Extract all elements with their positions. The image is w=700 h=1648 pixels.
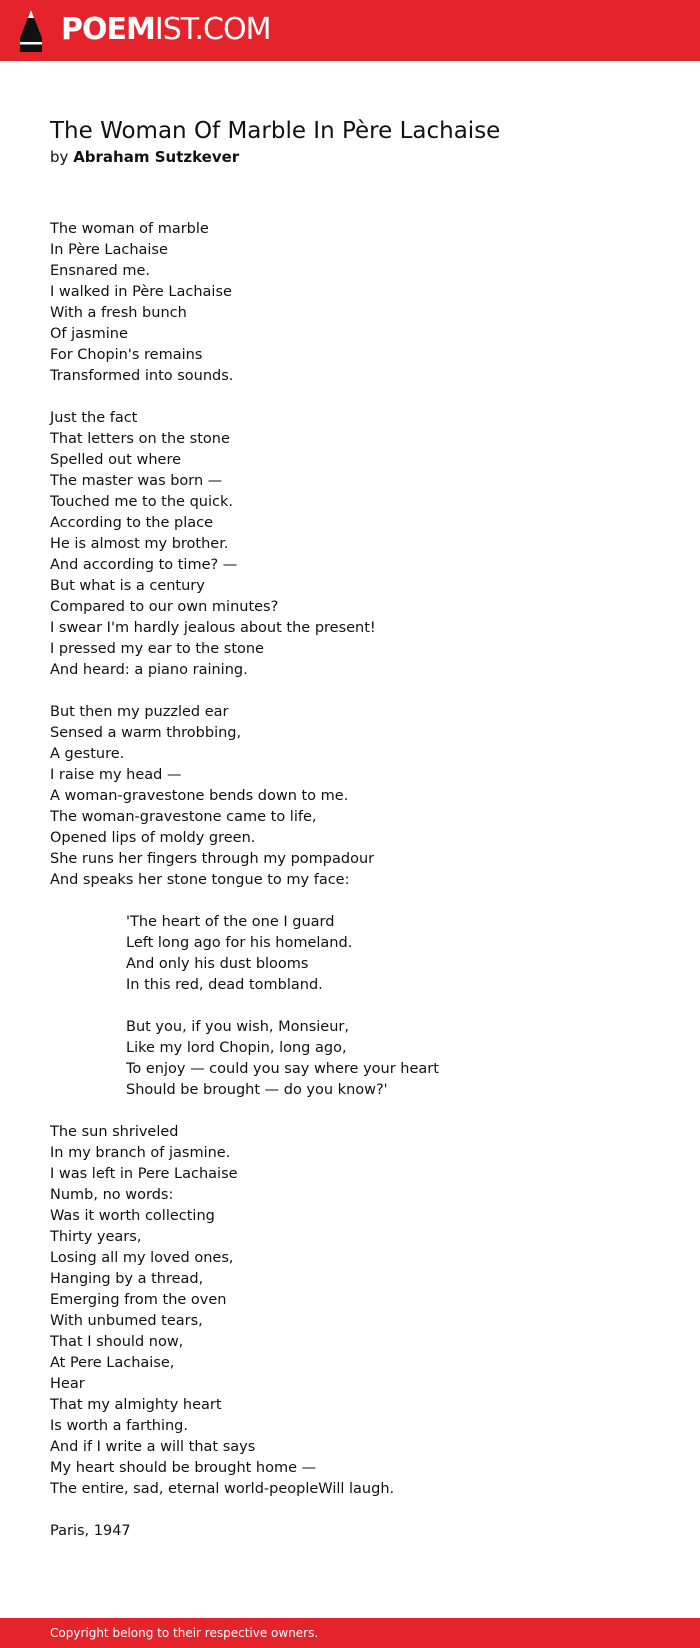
poem-line: In Père Lachaise bbox=[50, 242, 168, 258]
poem-line: I pressed my ear to the stone bbox=[50, 641, 264, 657]
poem-line: Left long ago for his homeland. bbox=[126, 935, 353, 951]
poem-line: In this red, dead tombland. bbox=[126, 977, 323, 993]
poem-line: The entire, sad, eternal world-peopleWill laugh. bbox=[50, 1481, 395, 1497]
poem-stanza bbox=[126, 1017, 670, 1101]
poem-line: And speaks her stone tongue to my face: bbox=[50, 872, 350, 888]
poem-line: But what is a century bbox=[50, 578, 205, 594]
poem-line: With a fresh bunch bbox=[50, 305, 187, 321]
poem-line: He is almost my brother. bbox=[50, 536, 229, 552]
poem-stanza bbox=[50, 1122, 670, 1500]
poem-line: Opened lips of moldy green. bbox=[50, 830, 256, 846]
poem-line: And heard: a piano raining. bbox=[50, 662, 248, 678]
poem-line: I was left in Pere Lachaise bbox=[50, 1166, 238, 1182]
poem-stanza bbox=[50, 408, 670, 681]
poem-line: Compared to our own minutes? bbox=[50, 599, 279, 615]
poem-line: For Chopin's remains bbox=[50, 347, 203, 363]
poem-line: Hear bbox=[50, 1376, 85, 1392]
poem-line: Of jasmine bbox=[50, 326, 128, 342]
poem-line: And according to time? — bbox=[50, 557, 238, 573]
poem-line: In my branch of jasmine. bbox=[50, 1145, 231, 1161]
site-footer bbox=[0, 1618, 700, 1648]
site-header bbox=[0, 0, 700, 61]
poem-line: A woman-gravestone bends down to me. bbox=[50, 788, 349, 804]
poem-line: That my almighty heart bbox=[50, 1397, 222, 1413]
poem-line: Touched me to the quick. bbox=[50, 494, 233, 510]
byline bbox=[50, 147, 660, 167]
poem-line: But you, if you wish, Monsieur, bbox=[126, 1019, 349, 1035]
byline-prefix: by bbox=[50, 148, 69, 166]
poem-line: That letters on the stone bbox=[50, 431, 230, 447]
brand-strong-text: POEM bbox=[61, 12, 155, 47]
poem-line: Was it worth collecting bbox=[50, 1208, 215, 1224]
poem-line: Paris, 1947 bbox=[50, 1523, 131, 1539]
poem-stanza bbox=[126, 912, 670, 996]
poem-line: Hanging by a thread, bbox=[50, 1271, 204, 1287]
poem-line: Thirty years, bbox=[50, 1229, 142, 1245]
poem-line: Is worth a farthing. bbox=[50, 1418, 188, 1434]
poem-line: Should be brought — do you know?' bbox=[126, 1082, 388, 1098]
poem-line: 'The heart of the one I guard bbox=[126, 914, 335, 930]
poem-stanza bbox=[50, 702, 670, 891]
poem-line: The woman-gravestone came to life, bbox=[50, 809, 317, 825]
poem-header bbox=[50, 116, 660, 167]
poem-line: But then my puzzled ear bbox=[50, 704, 229, 720]
poem-line: Spelled out where bbox=[50, 452, 182, 468]
poem-line: To enjoy — could you say where your heart bbox=[126, 1061, 439, 1077]
poem-line: She runs her fingers through my pompadour bbox=[50, 851, 375, 867]
poem-line: Numb, no words: bbox=[50, 1187, 174, 1203]
poem-line: My heart should be brought home — bbox=[50, 1460, 317, 1476]
poem-line: A gesture. bbox=[50, 746, 125, 762]
poem-line: Emerging from the oven bbox=[50, 1292, 227, 1308]
poem-line: That I should now, bbox=[50, 1334, 184, 1350]
copyright-text: Copyright belong to their respective owners. bbox=[50, 1626, 319, 1640]
poem-stanza bbox=[50, 219, 670, 387]
author-name: Abraham Sutzkever bbox=[73, 148, 240, 166]
poem-line: Sensed a warm throbbing, bbox=[50, 725, 242, 741]
poem-line: And only his dust blooms bbox=[126, 956, 309, 972]
poem-line: The sun shriveled bbox=[50, 1124, 179, 1140]
poem-title: The Woman Of Marble In Père Lachaise bbox=[50, 118, 501, 144]
poem-line: The woman of marble bbox=[50, 221, 209, 237]
poem-line: I swear I'm hardly jealous about the present! bbox=[50, 620, 376, 636]
poem-line: Just the fact bbox=[50, 410, 138, 426]
brand-light-text: IST.COM bbox=[154, 12, 271, 47]
poem-line: The master was born — bbox=[50, 473, 223, 489]
poem-stanza bbox=[50, 1521, 670, 1542]
pencil-tip-icon[interactable] bbox=[18, 10, 44, 52]
poem-line: With unbumed tears, bbox=[50, 1313, 203, 1329]
poem-line: I raise my head — bbox=[50, 767, 182, 783]
poem-line: And if I write a will that says bbox=[50, 1439, 256, 1455]
site-logo-wordmark[interactable] bbox=[61, 13, 270, 47]
poem-line: Losing all my loved ones, bbox=[50, 1250, 234, 1266]
poem-body bbox=[50, 219, 670, 1563]
poem-line: At Pere Lachaise, bbox=[50, 1355, 175, 1371]
poem-line: Transformed into sounds. bbox=[50, 368, 234, 384]
poem-line: I walked in Père Lachaise bbox=[50, 284, 232, 300]
poem-line: According to the place bbox=[50, 515, 214, 531]
poem-line: Ensnared me. bbox=[50, 263, 151, 279]
poem-line: Like my lord Chopin, long ago, bbox=[126, 1040, 347, 1056]
